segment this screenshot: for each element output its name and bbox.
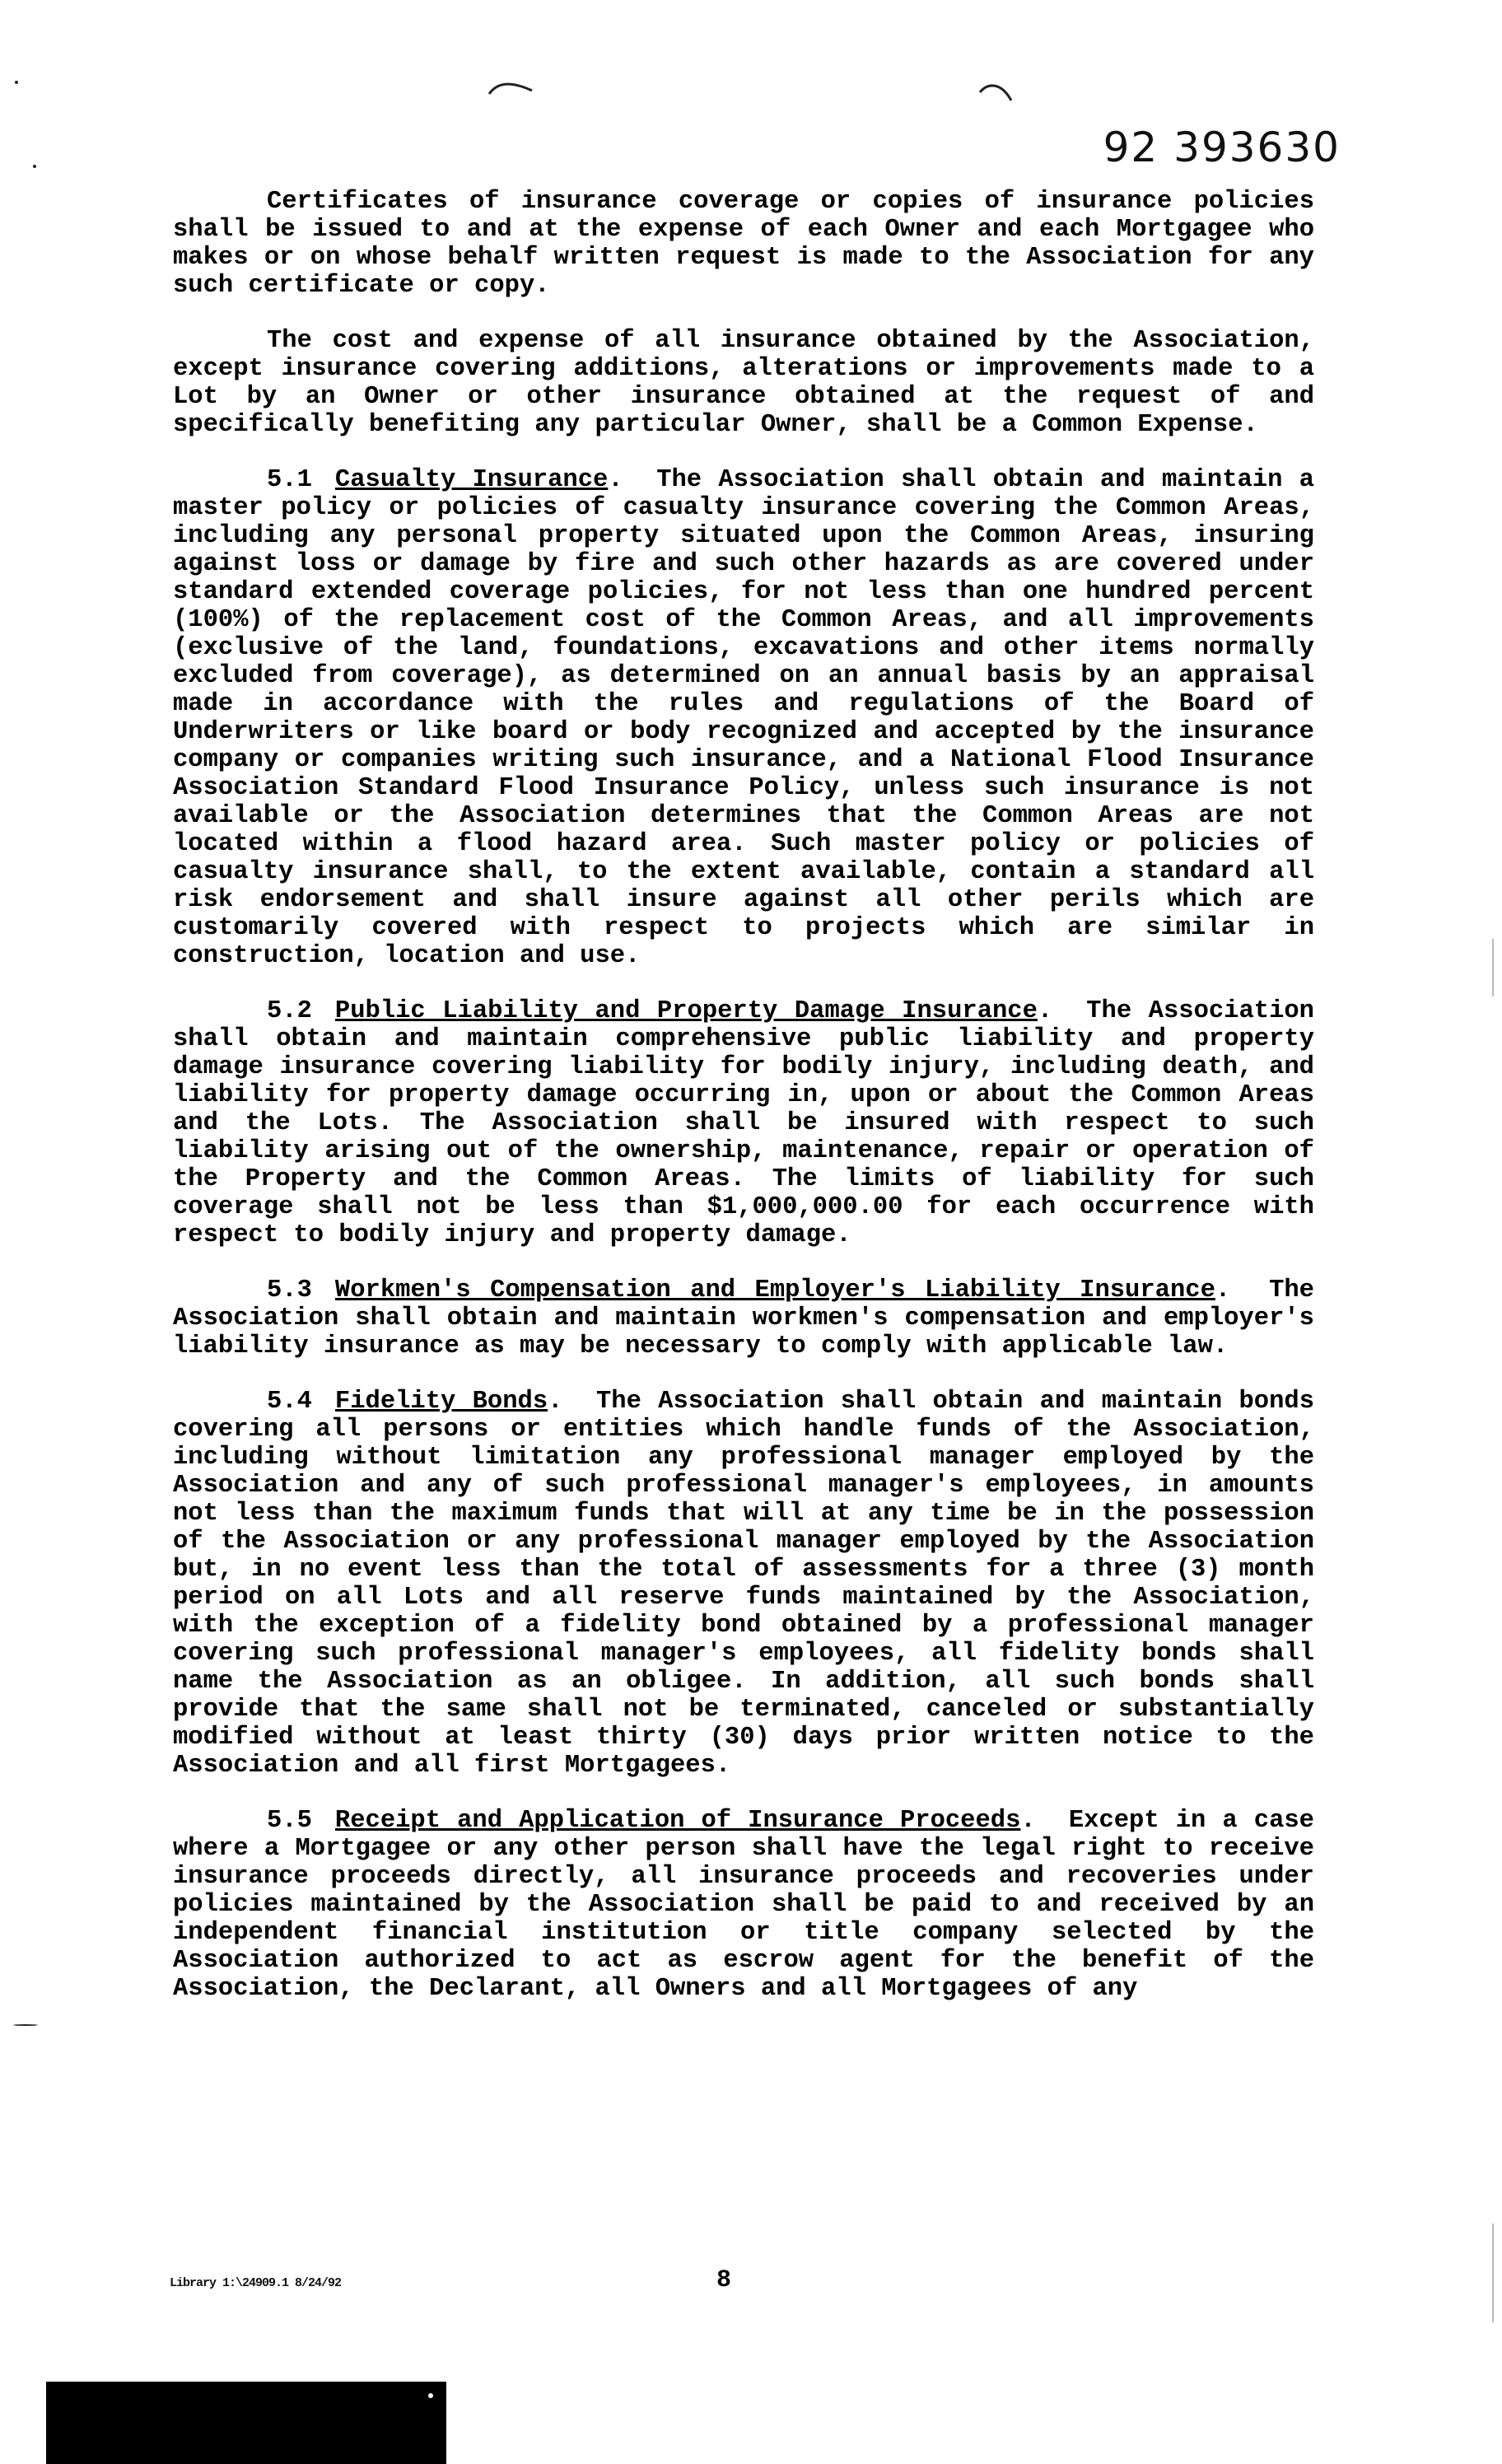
section-heading: Receipt and Application of Insurance Proceeds: [334, 1807, 1021, 1835]
section-5-5: 5.5 Receipt and Application of Insurance Proceeds. Except in a case where a Mortgagee or any other person shall have the legal right to receive insurance proceeds directly, all insurance proceeds and recoveries under policies maintained by the Association shall be paid to and received by an independent financial institution or title company selected by the Association authorized to act as escrow agent for the benefit of the Association, the Declarant, all Owners and all Mortgagees of any: [173, 1807, 1314, 2003]
scan-edge-line: [1492, 939, 1494, 996]
scan-mark-left: [486, 79, 535, 97]
footer-library-reference: Library 1:\24909.1 8/24/92: [170, 2276, 342, 2290]
section-text: The Association shall obtain and maintain workmen's compensation and employer's liability insurance as may be necessary to comply with applicable law.: [173, 1276, 1314, 1360]
section-heading: Workmen's Compensation and Employer's Liability Insurance: [334, 1276, 1215, 1304]
scan-edge-line: [1492, 2224, 1494, 2322]
section-heading: Public Liability and Property Damage Insurance: [334, 997, 1038, 1025]
document-body: [173, 188, 1314, 2003]
section-heading: Casualty Insurance: [334, 466, 609, 494]
scan-speck: [33, 165, 36, 168]
section-heading: Fidelity Bonds: [334, 1388, 548, 1416]
section-5-2: 5.2 Public Liability and Property Damage Insurance. The Association shall obtain and maintain comprehensive public liability and property damage insurance covering liability for bodily injury, including death, and liability for property damage occurring in, upon or about the Common Areas and the Lots. The Association shall be insured with respect to such liability arising out of the ownership, maintenance, repair or operation of the Property and the Common Areas. The limits of liability for such coverage shall not be less than $1,000,000.00 for each occurrence with respect to bodily injury and property damage.: [173, 997, 1314, 1249]
section-5-1: 5.1 Casualty Insurance. The Association shall obtain and maintain a master policy or policies of casualty insurance covering the Common Areas, including any personal property situated upon the Common Areas, insuring against loss or damage by fire and such other hazards as are covered under standard extended coverage policies, for not less than one hundred percent (100%) of the replacement cost of the Common Areas, and all improvements (exclusive of the land, foundations, excavations and other items normally excluded from coverage), as determined on an annual basis by an appraisal made in accordance with the rules and regulations of the Board of Underwriters or like board or body recognized and accepted by the insurance company or companies writing such insurance, and a National Flood Insurance Association Standard Flood Insurance Policy, unless such insurance is not available or the Association determines that the Common Areas are not located within a flood hazard area. Such master policy or policies of casualty insurance shall, to the extent available, contain a standard all risk endorsement and shall insure against all other perils which are customarily covered with respect to projects which are similar in construction, location and use.: [173, 466, 1314, 970]
paragraph-cost-expense: The cost and expense of all insurance obtained by the Association, except insurance covering additions, alterations or improvements made to a Lot by an Owner or other insurance obtained at the request of and specifically benefiting any particular Owner, shall be a Common Expense.: [173, 327, 1314, 439]
scan-speck: [13, 2024, 38, 2026]
section-number: 5.2: [267, 997, 312, 1025]
redaction-block: [46, 2382, 446, 2464]
section-number: 5.1: [267, 466, 312, 494]
section-text: The Association shall obtain and maintain comprehensive public liability and property damage insurance covering liability for bodily injury, including death, and liability for property damage occurring in, upon or about the Common Areas and the Lots. The Association shall be insured with respect to such liability arising out of the ownership, maintenance, repair or operation of the Property and the Common Areas. The limits of liability for such coverage shall not be less than $1,000,000.00 for each occurrence with respect to bodily injury and property damage.: [173, 997, 1314, 1249]
section-5-3: 5.3 Workmen's Compensation and Employer's Liability Insurance. The Association shall obtain and maintain workmen's compensation and employer's liability insurance as may be necessary to comply with applicable law.: [173, 1276, 1314, 1360]
page-number: 8: [716, 2266, 732, 2294]
section-text: The Association shall obtain and maintain a master policy or policies of casualty insurance covering the Common Areas, including any personal property situated upon the Common Areas, insuring against loss or damage by fire and such other hazards as are covered under standard extended coverage policies, for not less than one hundred percent (100%) of the replacement cost of the Common Areas, and all improvements (exclusive of the land, foundations, excavations and other items normally excluded from coverage), as determined on an annual basis by an appraisal made in accordance with the rules and regulations of the Board of Underwriters or like board or body recognized and accepted by the insurance company or companies writing such insurance, and a National Flood Insurance Association Standard Flood Insurance Policy, unless such insurance is not available or the Association determines that the Common Areas are not located within a flood hazard area. Such master policy or policies of casualty insurance shall, to the extent available, contain a standard all risk endorsement and shall insure against all other perils which are customarily covered with respect to projects which are similar in construction, location and use.: [173, 466, 1314, 970]
redaction-dot: [428, 2393, 433, 2398]
paragraph-certificates: Certificates of insurance coverage or copies of insurance policies shall be issued to and at the expense of each Owner and each Mortgagee who makes or on whose behalf written request is made to the Association for any such certificate or copy.: [173, 188, 1314, 300]
document-number: 92 393630: [1103, 124, 1341, 171]
section-text: The Association shall obtain and maintain bonds covering all persons or entities which handle funds of the Association, including without limitation any professional manager employed by the Association and any of such professional manager's employees, in amounts not less than the maximum funds that will at any time be in the possession of the Association or any professional manager employed by the Association but, in no event less than the total of assessments for a three (3) month period on all Lots and all reserve funds maintained by the Association, with the exception of a fidelity bond obtained by a professional manager covering such professional manager's employees, all fidelity bonds shall name the Association as an obligee. In addition, all such bonds shall provide that the same shall not be terminated, canceled or substantially modified without at least thirty (30) days prior written notice to the Association and all first Mortgagees.: [173, 1388, 1314, 1780]
scan-mark-right: [977, 79, 1015, 104]
section-number: 5.5: [267, 1807, 312, 1835]
scan-speck: [15, 81, 18, 84]
section-number: 5.4: [267, 1388, 312, 1416]
section-5-4: 5.4 Fidelity Bonds. The Association shall obtain and maintain bonds covering all persons or entities which handle funds of the Association, including without limitation any professional manager employed by the Association and any of such professional manager's employees, in amounts not less than the maximum funds that will at any time be in the possession of the Association or any professional manager employed by the Association but, in no event less than the total of assessments for a three (3) month period on all Lots and all reserve funds maintained by the Association, with the exception of a fidelity bond obtained by a professional manager covering such professional manager's employees, all fidelity bonds shall name the Association as an obligee. In addition, all such bonds shall provide that the same shall not be terminated, canceled or substantially modified without at least thirty (30) days prior written notice to the Association and all first Mortgagees.: [173, 1388, 1314, 1780]
section-number: 5.3: [267, 1276, 312, 1304]
section-text: Except in a case where a Mortgagee or any other person shall have the legal right to receive insurance proceeds directly, all insurance proceeds and recoveries under policies maintained by the Association shall be paid to and received by an independent financial institution or title company selected by the Association authorized to act as escrow agent for the benefit of the Association, the Declarant, all Owners and all Mortgagees of any: [173, 1807, 1314, 2003]
